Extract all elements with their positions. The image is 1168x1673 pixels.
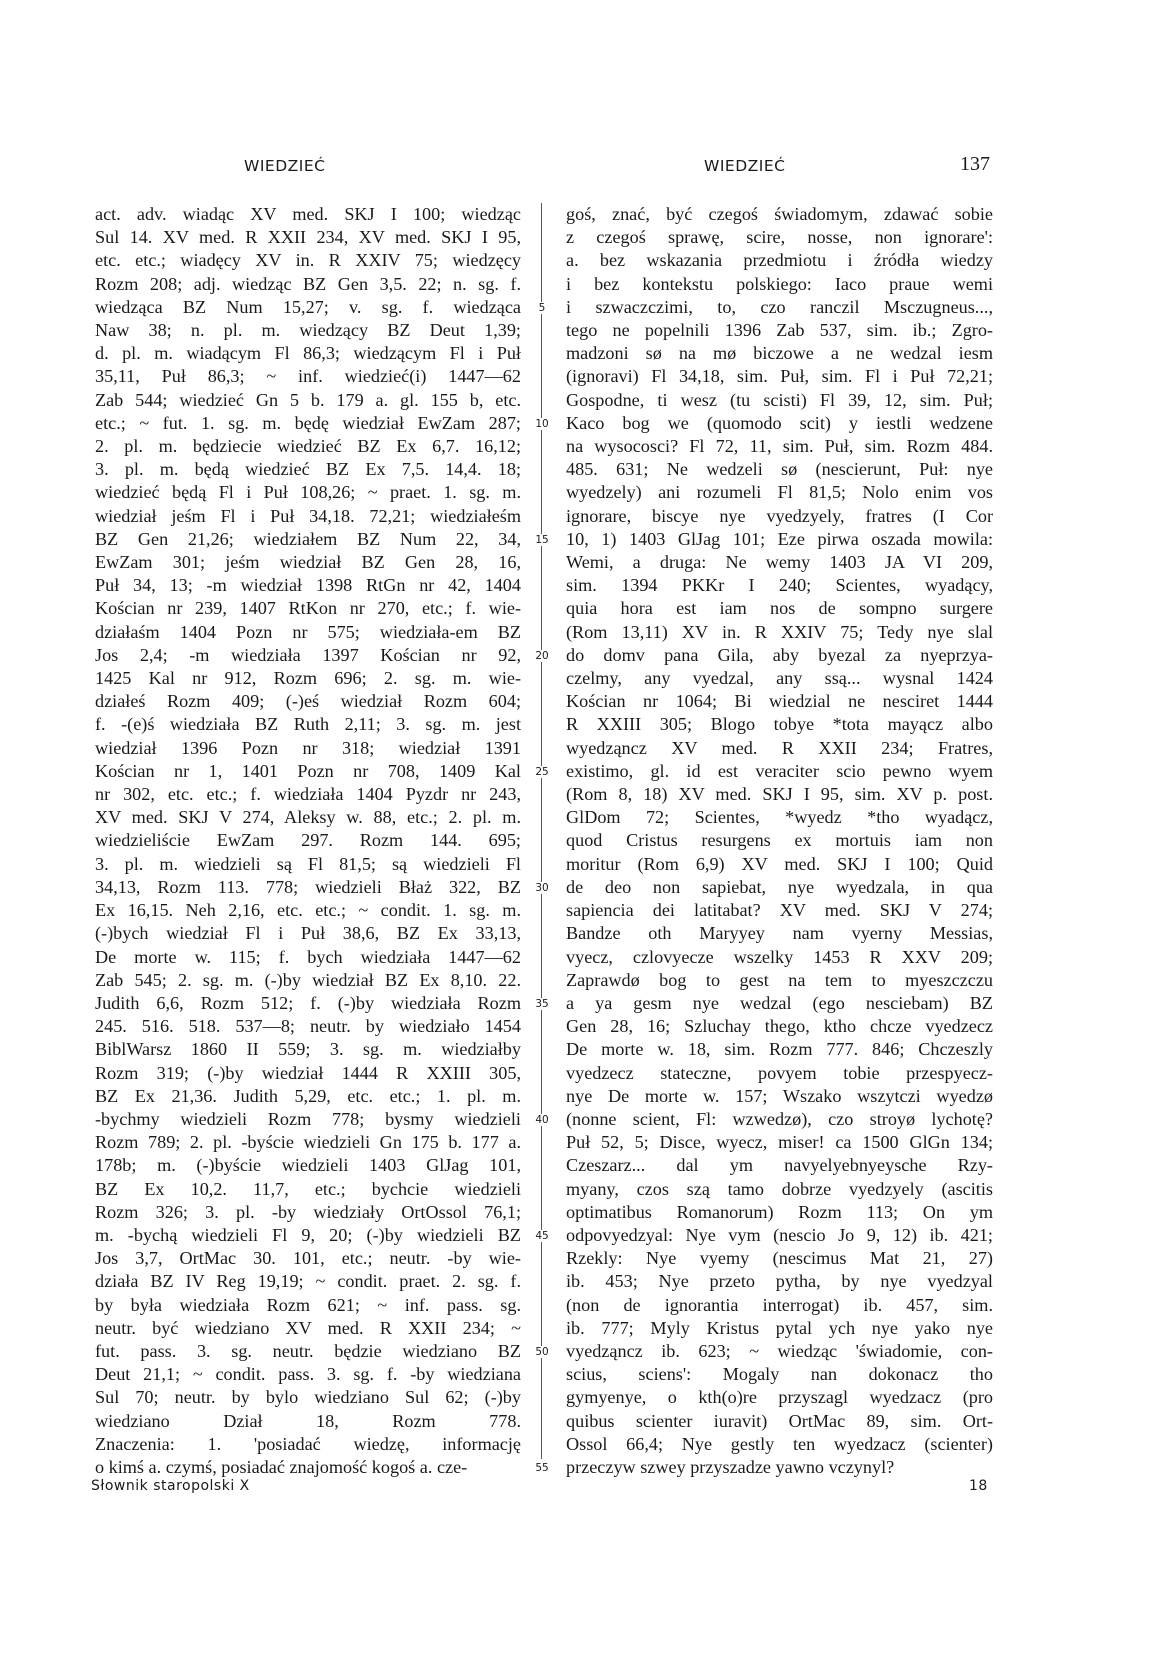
text-line: quibus scienter iuravit) OrtMac 89, sim. Ort-: [566, 1410, 993, 1431]
text-line: wyedząncz XV med. R XXII 234; Fratres,: [566, 737, 993, 758]
line-number: 10: [532, 418, 552, 430]
text-line: do domv pana Gila, aby byezal za nyeprzya-: [566, 644, 993, 665]
right-column-text: [566, 203, 993, 1479]
text-line: -bychmy wiedzieli Rozm 778; bysmy wiedzieli: [95, 1108, 521, 1129]
line-number: 45: [532, 1230, 552, 1242]
line-number: 40: [532, 1114, 552, 1126]
text-line: Ex 16,15. Neh 2,16, etc. etc.; ~ condit. 1. sg. m.: [95, 900, 521, 921]
text-line: wyedzely) ani rozumeli Fl 81,5; Nolo enim vos: [566, 482, 993, 503]
text-line: GlDom 72; Scientes, *wyedz *tho wyadącz,: [566, 807, 993, 828]
text-line: gymyenye, o kth(o)re przyszagl wyedzacz (pro: [566, 1387, 993, 1408]
text-line: Rozm 208; adj. wiedząc BZ Gen 3,5. 22; n. sg. f.: [95, 273, 521, 294]
column-divider: [541, 203, 542, 1459]
text-line: ignorare, biscye nye vyedzyely, fratres (I Cor: [566, 505, 993, 526]
text-line: quia hora est iam nos de sompno surgere: [566, 598, 993, 619]
text-line: 178b; m. (-)byście wiedzieli 1403 GlJag 101,: [95, 1155, 521, 1176]
text-line: a ya gesm nye wedzal (ego nesciebam) BZ: [566, 992, 993, 1013]
text-line: Deut 21,1; ~ condit. pass. 3. sg. f. -by wiedziana: [95, 1364, 521, 1385]
text-line: Gospodne, ti wesz (tu scisti) Fl 39, 12, sim. Puł;: [566, 389, 993, 410]
text-line: BZ Ex 21,36. Judith 5,29, etc. etc.; 1. pl. m.: [95, 1085, 521, 1106]
text-line: wiedziano Dział 18, Rozm 778.: [95, 1410, 521, 1431]
text-line: działaśm 1404 Pozn nr 575; wiedziała-em BZ: [95, 621, 521, 642]
text-line: wiedział jeśm Fl i Puł 34,18. 72,21; wiedziałeśm: [95, 505, 521, 526]
text-line: Ossol 66,4; Nye gestly ten wyedzacz (scienter): [566, 1433, 993, 1454]
text-line: BZ Gen 21,26; wiedziałem BZ Num 22, 34,: [95, 528, 521, 549]
text-line: moritur (Rom 6,9) XV med. SKJ I 100; Quid: [566, 853, 993, 874]
line-number: 25: [532, 766, 552, 778]
text-line: m. -bychą wiedzieli Fl 9, 20; (-)by wiedzieli BZ: [95, 1224, 521, 1245]
text-line: ib. 777; Myly Kristus pytal ych nye yako nye: [566, 1317, 993, 1338]
line-number: 5: [532, 302, 552, 314]
text-line: 485. 631; Ne wedzeli sø (nescierunt, Puł: nye: [566, 459, 993, 480]
text-line: act. adv. wiadąc XV med. SKJ I 100; wiedząc: [95, 204, 521, 224]
text-line: wiedząca BZ Num 15,27; v. sg. f. wiedząca: [95, 296, 521, 317]
text-line: goś, znać, być czegoś świadomym, zdawać sobie: [566, 204, 993, 224]
page-number: 137: [960, 153, 990, 175]
text-line: De morte w. 115; f. bych wiedziała 1447—62: [95, 946, 521, 967]
text-line: XV med. SKJ V 274, Aleksy w. 88, etc.; 2. pl. m.: [95, 807, 521, 828]
text-line: (Rom 8, 18) XV med. SKJ I 95, sim. XV p. post.: [566, 784, 993, 805]
text-line: czelmy, any vyedzal, any ssą... wysnal 1424: [566, 668, 993, 689]
text-line: i bez kontekstu polskiego: Iaco praue wemi: [566, 273, 993, 294]
line-number: 15: [532, 534, 552, 546]
text-line: Wemi, a druga: Ne wemy 1403 JA VI 209,: [566, 552, 993, 573]
text-line: Puł 52, 5; Disce, wyecz, miser! ca 1500 GlGn 134;: [566, 1132, 993, 1153]
text-line: (ignoravi) Fl 34,18, sim. Puł, sim. Fl i Puł 72,21;: [566, 366, 993, 387]
text-line: Sul 14. XV med. R XXII 234, XV med. SKJ I 95,: [95, 227, 521, 248]
footer-book-title: Słownik staropolski X: [91, 1478, 250, 1494]
header-right-title: WIEDZIEĆ: [704, 157, 786, 175]
line-number: 20: [532, 650, 552, 662]
text-line: fut. pass. 3. sg. neutr. będzie wiedziano BZ: [95, 1340, 521, 1361]
header-left-title: WIEDZIEĆ: [244, 157, 326, 175]
text-line: Rzekly: Nye vyemy (nescimus Mat 21, 27): [566, 1248, 993, 1269]
text-line: (non de ignorantia interrogat) ib. 457, sim.: [566, 1294, 993, 1315]
text-line: odpovyedzyal: Nye vym (nescio Jo 9, 12) ib. 421;: [566, 1224, 993, 1245]
text-line: Zab 545; 2. sg. m. (-)by wiedział BZ Ex 8,10. 22.: [95, 969, 521, 990]
left-column-text: [95, 203, 521, 1479]
text-line: Zaprawdø bog to gest na tem to myeszczczu: [566, 969, 993, 990]
line-number: 55: [532, 1462, 552, 1474]
text-line: scius, sciens': Mogaly nan dokonacz tho: [566, 1364, 993, 1385]
text-line: Kościan nr 1064; Bi wiedzial ne nesciret 1444: [566, 691, 993, 712]
text-line: etc. etc.; wiadęcy XV in. R XXIV 75; wiedzęcy: [95, 250, 521, 271]
text-line: f. -(e)ś wiedziała BZ Ruth 2,11; 3. sg. m. jest: [95, 714, 521, 735]
text-line: wiedzieć będą Fl i Puł 108,26; ~ praet. 1. sg. m.: [95, 482, 521, 503]
text-line: Bandze oth Maryyey nam vyerny Messias,: [566, 923, 993, 944]
text-line: EwZam 301; jeśm wiedział BZ Gen 28, 16,: [95, 552, 521, 573]
text-line: 3. pl. m. będą wiedzieć BZ Ex 7,5. 14,4. 18;: [95, 459, 521, 480]
text-line: a. bez wskazania przedmiotu i źródła wiedzy: [566, 250, 993, 271]
text-line: 10, 1) 1403 GlJag 101; Eze pirwa oszada mowila:: [566, 528, 993, 549]
text-line: Jos 2,4; -m wiedziała 1397 Kościan nr 92,: [95, 644, 521, 665]
text-line: vyedzecz stateczne, povyem tobie przespyecz-: [566, 1062, 993, 1083]
text-line: nye De morte w. 157; Wszako wszytczi wyedzø: [566, 1085, 993, 1106]
text-line: Znaczenia: 1. 'posiadać wiedzę, informację: [95, 1433, 521, 1454]
text-line: R XXIII 305; Blogo tobye *tota mayącz albo: [566, 714, 993, 735]
text-line: sim. 1394 PKKr I 240; Scientes, wyadący,: [566, 575, 993, 596]
text-line: ib. 453; Nye przeto pytha, by nye vyedzyal: [566, 1271, 993, 1292]
text-line: myany, czos szą tamo dobrze vyedzyely (ascitis: [566, 1178, 993, 1199]
text-line: wiedzieliście EwZam 297. Rozm 144. 695;: [95, 830, 521, 851]
text-line: Jos 3,7, OrtMac 30. 101, etc.; neutr. -by wie-: [95, 1248, 521, 1269]
text-line: Gen 28, 16; Szluchay thego, ktho chcze vyedzecz: [566, 1016, 993, 1037]
line-number: 35: [532, 998, 552, 1010]
text-line: Kaco bog we (quomodo scit) y iestli wedzene: [566, 412, 993, 433]
text-line: 2. pl. m. będziecie wiedzieć BZ Ex 6,7. 16,12;: [95, 436, 521, 457]
text-line: Kościan nr 1, 1401 Pozn nr 708, 1409 Kal: [95, 760, 521, 781]
line-number: 50: [532, 1346, 552, 1358]
text-line: Kościan nr 239, 1407 RtKon nr 270, etc.; f. wie-: [95, 598, 521, 619]
text-line: na wysocosci? Fl 72, 11, sim. Puł, sim. Rozm 484.: [566, 436, 993, 457]
text-line: etc.; ~ fut. 1. sg. m. będę wiedział EwZam 287;: [95, 412, 521, 433]
text-line: Czeszarz... dal ym navyelyebnyeysche Rzy-: [566, 1155, 993, 1176]
text-line: działeś Rozm 409; (-)eś wiedział Rozm 604;: [95, 691, 521, 712]
text-line: o kimś a. czymś, posiadać znajomość kogoś a. cze-: [95, 1456, 468, 1477]
text-line: 245. 516. 518. 537—8; neutr. by wiedziało 1454: [95, 1016, 521, 1037]
text-line: vyedząncz ib. 623; ~ wiedząc 'świadomie, con-: [566, 1340, 993, 1361]
text-line: Zab 544; wiedzieć Gn 5 b. 179 a. gl. 155 b, etc.: [95, 389, 521, 410]
text-line: przeczyw szwey przyszadze yawno vczynyl?: [566, 1456, 895, 1477]
text-line: (-)bych wiedział Fl i Puł 38,6, BZ Ex 33,13,: [95, 923, 521, 944]
text-line: z czegoś sprawę, scire, nosse, non ignorare':: [566, 227, 993, 248]
text-line: Naw 38; n. pl. m. wiedzący BZ Deut 1,39;: [95, 320, 521, 341]
text-line: by była wiedziała Rozm 621; ~ inf. pass. sg.: [95, 1294, 521, 1315]
text-line: wiedział 1396 Pozn nr 318; wiedział 1391: [95, 737, 521, 758]
text-line: nr 302, etc. etc.; f. wiedziała 1404 Pyzdr nr 243,: [95, 784, 521, 805]
text-line: (Rom 13,11) XV in. R XXIV 75; Tedy nye slal: [566, 621, 993, 642]
text-line: neutr. być wiedziano XV med. R XXII 234; ~: [95, 1317, 521, 1338]
text-line: sapiencia dei latitabat? XV med. SKJ V 274;: [566, 900, 993, 921]
footer-signature-number: 18: [969, 1478, 988, 1494]
text-line: (nonne scient, Fl: wzwedzø), czo stroyø lychotę?: [566, 1108, 993, 1129]
text-line: BZ Ex 10,2. 11,7, etc.; bychcie wiedzieli: [95, 1178, 521, 1199]
text-line: vyecz, czlovyecze wszelky 1453 R XXV 209;: [566, 946, 993, 967]
text-line: 1425 Kal nr 912, Rozm 696; 2. sg. m. wie-: [95, 668, 521, 689]
text-line: quod Cristus resurgens ex mortuis iam non: [566, 830, 993, 851]
text-line: optimatibus Romanorum) Rozm 113; On ym: [566, 1201, 993, 1222]
text-line: 3. pl. m. wiedzieli są Fl 81,5; są wiedzieli Fl: [95, 853, 521, 874]
text-line: De morte w. 18, sim. Rozm 777. 846; Chczeszly: [566, 1039, 993, 1060]
text-line: Sul 70; neutr. by bylo wiedziano Sul 62; (-)by: [95, 1387, 521, 1408]
text-line: BiblWarsz 1860 II 559; 3. sg. m. wiedziałby: [95, 1039, 521, 1060]
text-line: 35,11, Puł 86,3; ~ inf. wiedzieć(i) 1447—62: [95, 366, 521, 387]
text-line: Puł 34, 13; -m wiedział 1398 RtGn nr 42, 1404: [95, 575, 521, 596]
text-line: Judith 6,6, Rozm 512; f. (-)by wiedziała Rozm: [95, 992, 521, 1013]
text-line: Rozm 789; 2. pl. -byście wiedzieli Gn 175 b. 177 a.: [95, 1132, 521, 1153]
text-line: tego ne popelnili 1396 Zab 537, sim. ib.; Zgro-: [566, 320, 993, 341]
text-line: i szwaczczimi, to, czo ranczil Msczugneus...,: [566, 296, 993, 317]
text-line: madzoni sø na mø biczowe a ne wedzal iesm: [566, 343, 993, 364]
text-line: 34,13, Rozm 113. 778; wiedzieli Błaż 322, BZ: [95, 876, 521, 897]
text-line: existimo, gl. id est veraciter scio pewno wyem: [566, 760, 993, 781]
text-line: działa BZ IV Reg 19,19; ~ condit. praet. 2. sg. f.: [95, 1271, 521, 1292]
text-line: Rozm 326; 3. pl. -by wiedziały OrtOssol 76,1;: [95, 1201, 521, 1222]
text-line: de deo non sapiebat, nye wyedzala, in qua: [566, 876, 993, 897]
text-line: Rozm 319; (-)by wiedział 1444 R XXIII 305,: [95, 1062, 521, 1083]
text-line: d. pl. m. wiadącym Fl 86,3; wiedzącym Fl i Puł: [95, 343, 521, 364]
line-number: 30: [532, 882, 552, 894]
